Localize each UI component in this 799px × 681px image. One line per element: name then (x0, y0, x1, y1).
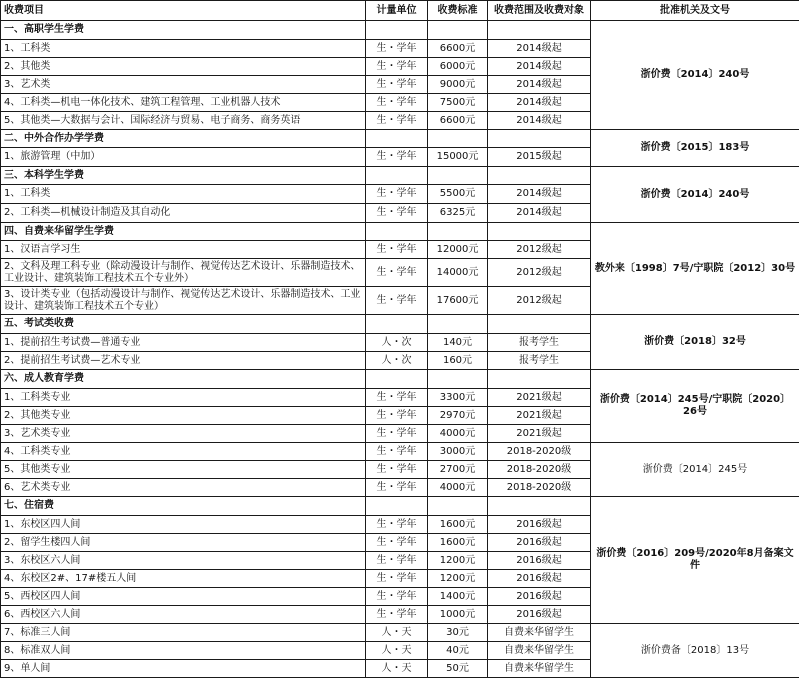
scope-cell: 2016级起 (488, 570, 591, 588)
item-cell: 4、工科类—机电一体化技术、建筑工程管理、工业机器人技术 (1, 94, 366, 112)
item-cell: 五、考试类收费 (1, 315, 366, 334)
standard-cell: 30元 (428, 624, 488, 642)
item-cell: 8、标准双人间 (1, 642, 366, 660)
standard-cell: 40元 (428, 642, 488, 660)
standard-cell: 7500元 (428, 94, 488, 112)
scope-cell: 2018-2020级 (488, 461, 591, 479)
item-cell: 7、标准三人间 (1, 624, 366, 642)
scope-cell: 报考学生 (488, 334, 591, 352)
approval-cell: 浙价费备〔2018〕13号 (591, 624, 799, 678)
unit-cell: 生・学年 (366, 588, 428, 606)
scope-cell: 2021级起 (488, 407, 591, 425)
standard-cell: 160元 (428, 352, 488, 370)
section-row (1, 315, 799, 334)
unit-cell: 生・学年 (366, 425, 428, 443)
header-unit: 计量单位 (366, 1, 428, 21)
standard-cell (428, 130, 488, 148)
standard-cell: 17600元 (428, 287, 488, 315)
item-cell: 2、其他类专业 (1, 407, 366, 425)
item-cell: 6、艺术类专业 (1, 479, 366, 497)
item-cell: 三、本科学生学费 (1, 167, 366, 185)
item-cell: 4、东校区2#、17#楼五人间 (1, 570, 366, 588)
standard-cell: 1200元 (428, 552, 488, 570)
item-cell: 1、提前招生考试费—普通专业 (1, 334, 366, 352)
item-cell: 3、艺术类 (1, 76, 366, 94)
header-scope: 收费范围及收费对象 (488, 1, 591, 21)
section-row (1, 370, 799, 389)
scope-cell: 2012级起 (488, 241, 591, 259)
unit-cell: 生・学年 (366, 76, 428, 94)
scope-cell: 2016级起 (488, 516, 591, 534)
unit-cell: 人・次 (366, 352, 428, 370)
scope-cell: 2014级起 (488, 94, 591, 112)
item-cell: 1、东校区四人间 (1, 516, 366, 534)
scope-cell: 2014级起 (488, 58, 591, 76)
approval-cell: 浙价费〔2014〕245号/宁职院〔2020〕26号 (591, 370, 799, 443)
unit-cell: 生・学年 (366, 461, 428, 479)
item-cell: 5、其他类—大数据与会计、国际经济与贸易、电子商务、商务英语 (1, 112, 366, 130)
standard-cell: 3300元 (428, 389, 488, 407)
unit-cell: 生・学年 (366, 407, 428, 425)
approval-cell: 浙价费〔2014〕245号 (591, 443, 799, 497)
unit-cell: 人・天 (366, 642, 428, 660)
item-cell: 1、工科类 (1, 185, 366, 204)
unit-cell: 生・学年 (366, 204, 428, 223)
standard-cell: 2970元 (428, 407, 488, 425)
section-row (1, 223, 799, 241)
unit-cell (366, 370, 428, 389)
item-cell: 六、成人教育学费 (1, 370, 366, 389)
fee-table-body (1, 21, 799, 678)
unit-cell: 生・学年 (366, 552, 428, 570)
standard-cell: 140元 (428, 334, 488, 352)
unit-cell: 生・学年 (366, 516, 428, 534)
approval-cell: 浙价费〔2014〕240号 (591, 167, 799, 223)
standard-cell: 2700元 (428, 461, 488, 479)
header-item: 收费项目 (1, 1, 366, 21)
approval-cell: 浙价费〔2018〕32号 (591, 315, 799, 370)
unit-cell: 生・学年 (366, 479, 428, 497)
header-standard: 收费标准 (428, 1, 488, 21)
unit-cell (366, 167, 428, 185)
unit-cell: 生・学年 (366, 148, 428, 167)
unit-cell: 生・学年 (366, 443, 428, 461)
item-cell: 6、西校区六人间 (1, 606, 366, 624)
approval-cell: 浙价费〔2014〕240号 (591, 21, 799, 130)
item-cell: 1、旅游管理（中加） (1, 148, 366, 167)
scope-cell (488, 370, 591, 389)
scope-cell: 2014级起 (488, 76, 591, 94)
standard-cell (428, 370, 488, 389)
item-cell: 2、工科类—机械设计制造及其自动化 (1, 204, 366, 223)
scope-cell (488, 315, 591, 334)
unit-cell: 人・天 (366, 624, 428, 642)
item-cell: 2、留学生楼四人间 (1, 534, 366, 552)
unit-cell: 生・学年 (366, 94, 428, 112)
approval-cell: 浙价费〔2015〕183号 (591, 130, 799, 167)
scope-cell: 2021级起 (488, 425, 591, 443)
standard-cell: 12000元 (428, 241, 488, 259)
item-cell: 1、工科类专业 (1, 389, 366, 407)
scope-cell: 自费来华留学生 (488, 624, 591, 642)
standard-cell: 9000元 (428, 76, 488, 94)
standard-cell: 1600元 (428, 516, 488, 534)
approval-cell: 浙价费〔2016〕209号/2020年8月备案文件 (591, 497, 799, 624)
unit-cell: 生・学年 (366, 287, 428, 315)
item-cell: 1、工科类 (1, 40, 366, 58)
standard-cell: 1200元 (428, 570, 488, 588)
unit-cell: 生・学年 (366, 570, 428, 588)
standard-cell: 1000元 (428, 606, 488, 624)
header-row (1, 1, 799, 21)
scope-cell: 2016级起 (488, 588, 591, 606)
item-cell: 2、提前招生考试费—艺术专业 (1, 352, 366, 370)
scope-cell: 自费来华留学生 (488, 642, 591, 660)
standard-cell (428, 167, 488, 185)
standard-cell: 14000元 (428, 259, 488, 287)
table-row (1, 443, 799, 461)
section-row (1, 167, 799, 185)
standard-cell: 6600元 (428, 112, 488, 130)
item-cell: 二、中外合作办学学费 (1, 130, 366, 148)
unit-cell: 生・学年 (366, 606, 428, 624)
standard-cell: 1600元 (428, 534, 488, 552)
standard-cell: 6600元 (428, 40, 488, 58)
scope-cell: 2012级起 (488, 259, 591, 287)
section-row (1, 497, 799, 516)
standard-cell: 50元 (428, 660, 488, 678)
scope-cell: 2016级起 (488, 606, 591, 624)
unit-cell: 生・学年 (366, 112, 428, 130)
standard-cell: 15000元 (428, 148, 488, 167)
standard-cell: 4000元 (428, 479, 488, 497)
standard-cell (428, 315, 488, 334)
scope-cell: 2021级起 (488, 389, 591, 407)
scope-cell: 2016级起 (488, 534, 591, 552)
standard-cell: 6325元 (428, 204, 488, 223)
scope-cell: 2014级起 (488, 40, 591, 58)
standard-cell: 1400元 (428, 588, 488, 606)
standard-cell (428, 497, 488, 516)
section-row (1, 130, 799, 148)
unit-cell (366, 130, 428, 148)
standard-cell (428, 223, 488, 241)
item-cell: 3、设计类专业（包括动漫设计与制作、视觉传达艺术设计、乐器制造技术、工业设计、建筑装饰工程技术五个专业） (1, 287, 366, 315)
scope-cell (488, 497, 591, 516)
standard-cell: 6000元 (428, 58, 488, 76)
scope-cell: 2018-2020级 (488, 443, 591, 461)
unit-cell: 生・学年 (366, 259, 428, 287)
item-cell: 2、文科及理工科专业（除动漫设计与制作、视觉传达艺术设计、乐器制造技术、工业设计、建筑装饰工程技术五个专业外） (1, 259, 366, 287)
standard-cell: 5500元 (428, 185, 488, 204)
scope-cell: 2016级起 (488, 552, 591, 570)
scope-cell (488, 21, 591, 40)
unit-cell: 生・学年 (366, 534, 428, 552)
item-cell: 3、东校区六人间 (1, 552, 366, 570)
standard-cell: 4000元 (428, 425, 488, 443)
unit-cell: 生・学年 (366, 241, 428, 259)
scope-cell (488, 130, 591, 148)
unit-cell (366, 315, 428, 334)
approval-cell: 教外来〔1998〕7号/宁职院〔2012〕30号 (591, 223, 799, 315)
scope-cell: 报考学生 (488, 352, 591, 370)
unit-cell: 生・学年 (366, 389, 428, 407)
scope-cell: 2014级起 (488, 185, 591, 204)
table-row (1, 624, 799, 642)
item-cell: 2、其他类 (1, 58, 366, 76)
unit-cell: 生・学年 (366, 40, 428, 58)
item-cell: 四、自费来华留学生学费 (1, 223, 366, 241)
section-row (1, 21, 799, 40)
unit-cell (366, 223, 428, 241)
unit-cell: 生・学年 (366, 58, 428, 76)
unit-cell: 生・学年 (366, 185, 428, 204)
header-approval: 批准机关及文号 (591, 1, 799, 21)
item-cell: 3、艺术类专业 (1, 425, 366, 443)
scope-cell (488, 167, 591, 185)
scope-cell (488, 223, 591, 241)
unit-cell: 人・天 (366, 660, 428, 678)
standard-cell: 3000元 (428, 443, 488, 461)
item-cell: 七、住宿费 (1, 497, 366, 516)
item-cell: 1、汉语言学习生 (1, 241, 366, 259)
scope-cell: 2015级起 (488, 148, 591, 167)
unit-cell: 人・次 (366, 334, 428, 352)
scope-cell: 2018-2020级 (488, 479, 591, 497)
scope-cell: 2012级起 (488, 287, 591, 315)
item-cell: 9、单人间 (1, 660, 366, 678)
unit-cell (366, 497, 428, 516)
item-cell: 5、其他类专业 (1, 461, 366, 479)
scope-cell: 2014级起 (488, 112, 591, 130)
item-cell: 一、高职学生学费 (1, 21, 366, 40)
unit-cell (366, 21, 428, 40)
item-cell: 4、工科类专业 (1, 443, 366, 461)
scope-cell: 2014级起 (488, 204, 591, 223)
item-cell: 5、西校区四人间 (1, 588, 366, 606)
scope-cell: 自费来华留学生 (488, 660, 591, 678)
standard-cell (428, 21, 488, 40)
